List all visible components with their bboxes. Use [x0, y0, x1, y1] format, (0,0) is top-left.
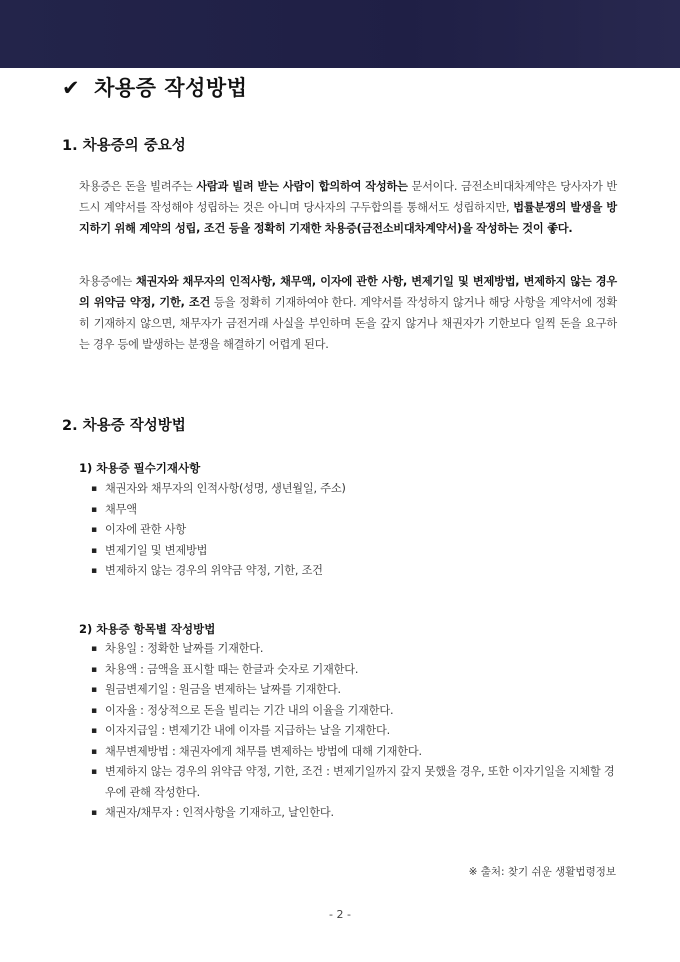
document-title-text: 차용증 작성방법: [94, 76, 248, 100]
list-item: ▪ 차용액 : 금액을 표시할 때는 한글과 숫자로 기재한다.: [79, 660, 619, 681]
document-title: [62, 72, 247, 102]
list-item: ▪ 원금변제기일 : 원금을 변제하는 날짜를 기재한다.: [79, 680, 619, 701]
list-item: ▪ 이자율 : 정상적으로 돈을 빌리는 기간 내의 이율을 기재한다.: [79, 701, 619, 722]
emphasized-text: 법률분쟁의 발생을 방지하기 위해 계약의 성립, 조건 등을 정확히 기재한 차용증(금전소비대차계약서)을 작성하는 것이 좋다.: [79, 201, 618, 235]
section2-heading: 2. 차용증 작성방법: [62, 418, 186, 434]
list-item: ▪ 변제하지 않는 경우의 위약금 약정, 기한, 조건: [79, 561, 619, 582]
check-mark-icon: ✔: [62, 76, 81, 100]
section1-paragraph2: [79, 271, 617, 355]
emphasized-text: 사람과 빌려 받는 사람이 합의하여 작성하는: [196, 180, 408, 193]
subsection2-heading: 2) 차용증 항목별 작성방법: [79, 622, 216, 636]
list-item: ▪ 변제기일 및 변제방법: [79, 541, 619, 562]
list-item: ▪ 채무변제방법 : 채권자에게 채무를 변제하는 방법에 대해 기재한다.: [79, 742, 619, 763]
section1-heading: 1. 차용증의 중요성: [62, 138, 186, 154]
emphasized-text: 채권자와 채무자의 인적사항, 채무액, 이자에 관한 사항, 변제기일 및 변제방법, 변제하지 않는 경우의 위약금 약정, 기한, 조건: [79, 275, 617, 309]
list-item: ▪ 채권자와 채무자의 인적사항(성명, 생년월일, 주소): [79, 479, 619, 500]
required-items-list: [79, 479, 619, 582]
top-banner: [0, 0, 680, 68]
body-text: 차용증에는: [79, 275, 136, 288]
section1-paragraph1: [79, 176, 617, 239]
list-item: ▪ 차용일 : 정확한 날짜를 기재한다.: [79, 639, 619, 660]
list-item: ▪ 이자지급일 : 변제기간 내에 이자를 지급하는 날을 기재한다.: [79, 721, 619, 742]
body-text: 차용증은 돈을 빌려주는: [79, 180, 197, 193]
page-number: - 2 -: [329, 908, 351, 921]
body-text: 등을 정확히 기재하여야 한다. 계약서를 작성하지 않거나 해당 사항을 계약서에 정확히 기재하지 않으면, 채무자가 금전거래 사실을 부인하며 돈을 갚지 않거나 채권자가 기한보다 일찍 돈을 요구하는 경우 등에 발생하는 분쟁을 해결하기 어렵게 된다.: [79, 296, 618, 351]
source-note: ※ 출처: 찾기 쉬운 생활법령정보: [468, 866, 616, 878]
list-item: ▪ 채권자/채무자 : 인적사항을 기재하고, 날인한다.: [79, 803, 619, 824]
subsection1-heading: 1) 차용증 필수기재사항: [79, 461, 201, 475]
list-item: ▪ 변제하지 않는 경우의 위약금 약정, 기한, 조건 : 변제기일까지 갚지 못했을 경우, 또한 이자기일을 지체할 경우에 관해 작성한다.: [79, 762, 619, 803]
item-writing-list: [79, 639, 619, 824]
list-item: ▪ 채무액: [79, 500, 619, 521]
list-item: ▪ 이자에 관한 사항: [79, 520, 619, 541]
body-text: 문서이다. 금전소비대차계약은 당사자가 반드시 계약서를 작성해야 성립하는 것은 아니며 당사자의 구두합의를 통해서도 성립하지만,: [79, 180, 618, 214]
